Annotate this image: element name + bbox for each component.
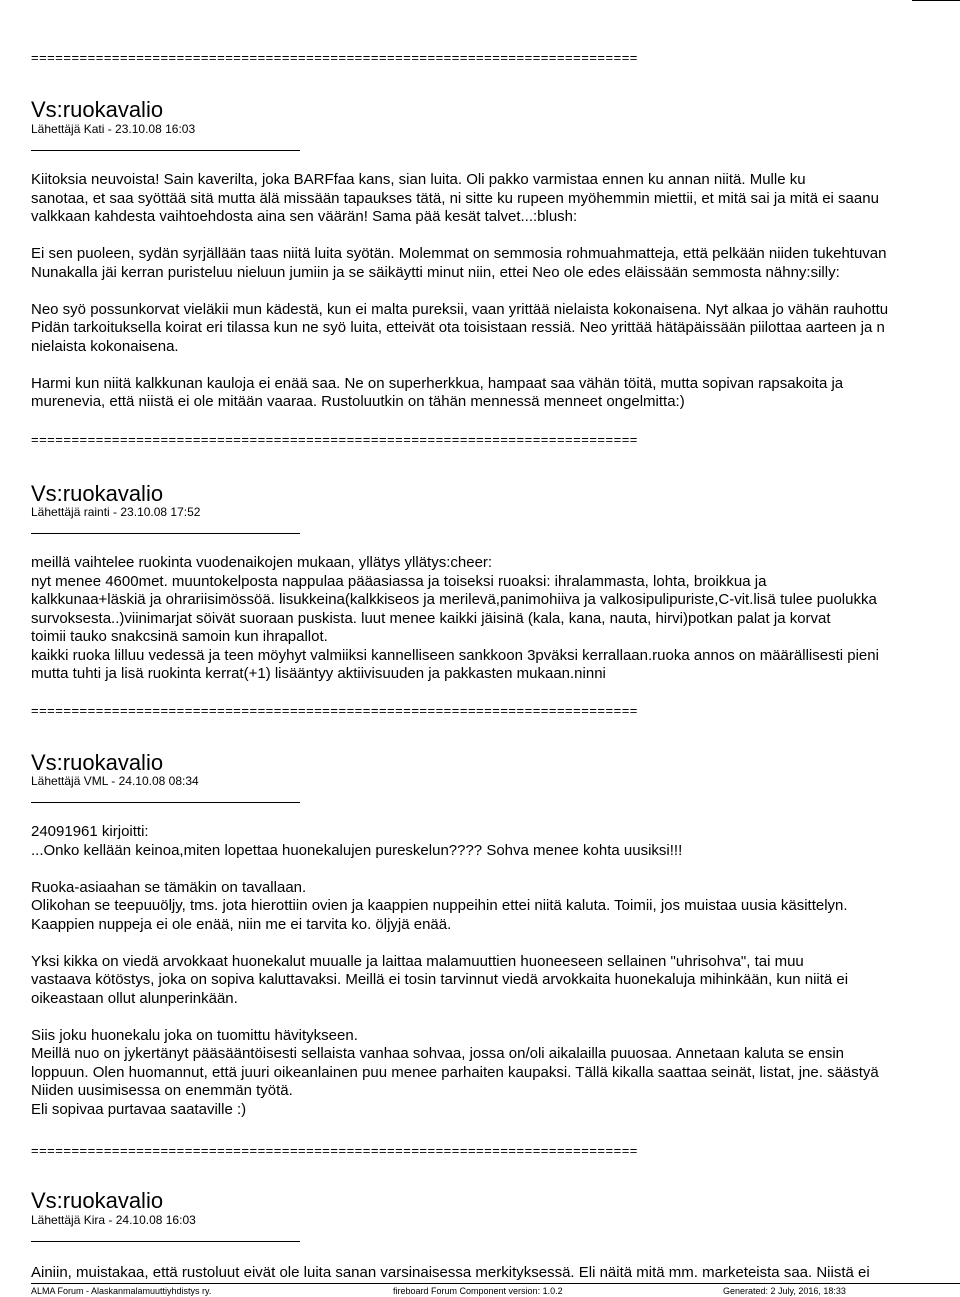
paragraph-gap [31, 860, 960, 879]
post-text-line: meillä vaihtelee ruokinta vuodenaikojen mukaan, yllätys yllätys:cheer: [31, 554, 493, 571]
paragraph-gap [31, 934, 960, 953]
post-text-line: Kaappien nuppeja ei ole enää, niin me ei tarvita ko. öljyjä enää. [31, 915, 452, 933]
post-title: Vs:ruokavalio [31, 750, 164, 775]
post-text-line: Ainiin, muistakaa, että rustoluut eivät ole luita sanan varsinaisessa merkityksessä. Eli näitä mitä mm. marketeista saa. Niistä ei [31, 1264, 870, 1281]
post-byline: Lähettäjä Kira - 24.10.08 16:03 [31, 1213, 196, 1227]
post-body [31, 1264, 960, 1283]
post-text-line: Siis joku huonekalu joka on tuomittu hävitykseen. [31, 1026, 358, 1044]
post-text-line: valkkaan kahdesta vaihtoehdosta aina sen väärän! Sama pää kesät talvet...:blush: [31, 208, 578, 225]
post-text-line: Harmi kun niitä kalkkunan kauloja ei enää saa. Ne on superherkkua, hampaat saa vähän töitä, mutta sopivan rapsakoita ja [31, 374, 844, 392]
post-body [31, 823, 960, 1119]
post-text-line: Ruoka-asiaahan se tämäkin on tavallaan. [31, 878, 307, 896]
separator-line: =========================================================================== [31, 50, 638, 65]
footer-divider [31, 1283, 960, 1284]
post-text-line: Olikohan se teepuuöljy, tms. jota hierottiin ovien ja kaappien nuppeihin ettei niitä kaluta. Toimii, jos muistaa uusia käsittelyn. [31, 897, 848, 914]
post-text-line: Meillä nuo on jykertänyt pääsääntöisesti sellaista vanhaa sohvaa, jossa on/oli aikalailla puuosaa. Annetaan kaluta se ensin [31, 1045, 845, 1062]
paragraph-gap [31, 282, 960, 301]
post-text-line: oikeastaan ollut alunperinkään. [31, 989, 238, 1007]
post-text-line: Niiden uusimisessa on enemmän työtä. [31, 1082, 293, 1099]
post-text-line: Neo syö possunkorvat vieläkii mun kädestä, kun ei malta pureksii, vaan yrittää nielaista kokonaisena. Nyt alkaa jo vähän rauhottu [31, 300, 889, 318]
post-text-line: Pidän tarkoituksella koirat eri tilassa kun ne syö luita, etteivät ota toisistaan ressiä. Neo yrittää hätäpäissään piilottaa aarteen ja n [31, 319, 885, 336]
post-text-line: loppuun. Olen huomannut, että juuri oikeanlainen puu menee parhaiten kaupaksi. Tällä kikalla saattaa seinät, listat, jne. säästyä [31, 1063, 879, 1081]
post-title: Vs:ruokavalio [31, 481, 164, 506]
post-title: Vs:ruokavalio [31, 97, 164, 122]
paragraph-gap [31, 356, 960, 375]
post-divider [31, 150, 300, 151]
post-title: Vs:ruokavalio [31, 1188, 164, 1213]
post-byline: Lähettäjä VML - 24.10.08 08:34 [31, 774, 199, 788]
post-byline: Lähettäjä rainti - 23.10.08 17:52 [31, 505, 201, 519]
post-text-line: Kiitoksia neuvoista! Sain kaverilta, joka BARFfaa kans, sian luita. Oli pakko varmistaa ennen ku annan niitä. Mulle ku [31, 171, 806, 188]
post-text-line: toimii tauko snakcsinä samoin kun ihrapallot. [31, 628, 328, 645]
post-text-line: kaikki ruoka lilluu vedessä ja teen möyhyt valmiiksi kannelliseen sankkoon 3pväksi kerrallaan.ruoka annos on määrällisesti pieni [31, 646, 879, 664]
paragraph-gap [31, 227, 960, 246]
post-text-line: nielaista kokonaisena. [31, 337, 179, 355]
post-text-line: Ei sen puoleen, sydän syrjällään taas niitä luita syötän. Molemmat on semmosia rohmuahmatteja, että pelkään niiden tukehtuvan [31, 245, 887, 262]
post-text-line: murenevia, että niistä ei ole mitään vaaraa. Rustoluutkin on tähän mennessä menneet ongelmitta:) [31, 393, 685, 410]
post-divider [31, 802, 300, 803]
separator-line: =========================================================================== [31, 432, 638, 447]
footer-component-version: fireboard Forum Component version: 1.0.2 [393, 1286, 563, 1296]
separator-line: =========================================================================== [31, 1143, 638, 1158]
post-byline: Lähettäjä Kati - 23.10.08 16:03 [31, 122, 196, 136]
top-edge-line [912, 0, 960, 1]
post-text-line: survoksesta..)viinimarjat söivät suoraan puskista. luut menee kaikki jäisinä (kala, kana, nauta, hirvi)potkan palat ja korvat [31, 609, 831, 627]
paragraph-gap [31, 1008, 960, 1027]
post-divider [31, 533, 300, 534]
separator-line: =========================================================================== [31, 703, 638, 718]
post-text-line: 24091961 kirjoitti: [31, 823, 149, 840]
post-text-line: nyt menee 4600met. muuntokelposta nappulaa pääasiassa ja toiseksi ruoaksi: ihralammasta, lohta, broikkua ja [31, 572, 767, 590]
post-text-line: kalkkunaa+läskiä ja ohrariisimössöä. lisukkeina(kalkkiseos ja merilevä,panimohiiva ja valkosipulipuriste,C-vit.lisä tulee puolukka [31, 591, 877, 608]
post-divider [31, 1241, 300, 1242]
footer-generated-date: Generated: 2 July, 2016, 18:33 [723, 1286, 846, 1296]
post-text-line: Eli sopivaa purtavaa saataville :) [31, 1100, 247, 1118]
footer-site-name: ALMA Forum - Alaskanmalamuuttiyhdistys ry. [31, 1286, 212, 1296]
post-body [31, 554, 960, 684]
post-text-line: Nunakalla jäi kerran puristeluu nieluun jumiin ja se säikäytti minut niin, ettei Neo ole edes eläissään semmosta nähny:silly: [31, 263, 840, 281]
post-text-line: vastaava kötöstys, joka on sopiva kaluttavaksi. Meillä ei tosin tarvinnut viedä arvokkaita huonekaluja mihinkään, kun niitä ei [31, 971, 849, 988]
post-text-line: ...Onko kellään keinoa,miten lopettaa huonekalujen pureskelun???? Sohva menee kohta uusiksi!!! [31, 841, 683, 859]
post-text-line: Yksi kikka on viedä arvokkaat huonekalut muualle ja laittaa malamuuttien huoneeseen sellainen "uhrisohva", tai muu [31, 952, 804, 970]
post-text-line: sanotaa, et saa syöttää sitä mutta älä missään tapaukses tätä, ni sitte ku rupeen myöhemmin miettii, et mitä sai ja mitä ei saanu [31, 189, 879, 207]
post-text-line: mutta tuhti ja lisä ruokinta kerrat(+1) lisääntyy aktiivisuuden ja pakkasten mukaan.ninni [31, 665, 606, 682]
post-body [31, 171, 960, 412]
